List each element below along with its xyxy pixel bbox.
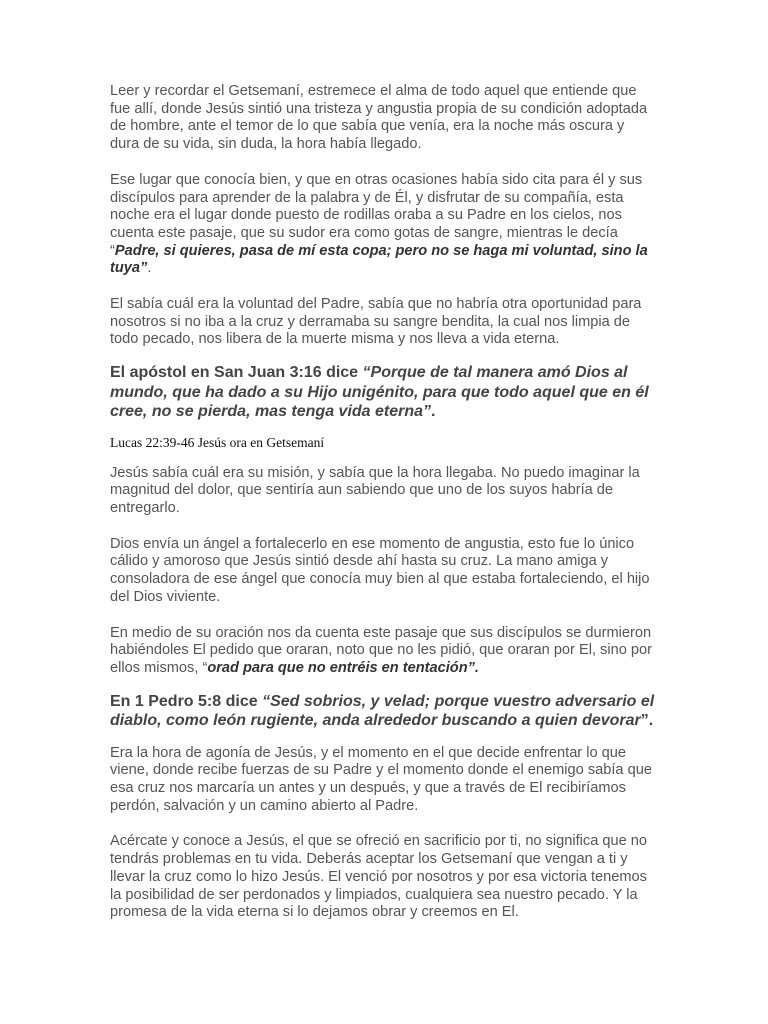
quote-1-pedro-5-8: “Sed sobrios, y velad; porque vuestro adversario el diablo, como león rugiente, anda alrededor buscando a quien devorar — [110, 692, 655, 730]
paragraph-lugar-text: Ese lugar que conocía bien, y que en otras ocasiones había sido cita para él y sus discípulos para aprender de la palabra y de Él, y disfrutar de su compañía, esta noche era el lugar donde puesto de rodillas oraba a su Padre en los cielos, nos cuenta este pasaje, que su sudor era como gotas de sangre, mientras le decía “ — [110, 171, 643, 259]
paragraph-oracion-text: En medio de su oración nos da cuenta este pasaje que sus discípulos se durmieron habiéndoles El pedido que oraran, noto que no les pidió, que oraran por El, sino por ellos mismos, “ — [110, 624, 652, 676]
quote-orad: orad para que no entréis en tentación”. — [207, 659, 479, 676]
heading-pedro-end: ”. — [640, 712, 654, 730]
quote-padre-si-quieres: Padre, si quieres, pasa de mí esta copa; pero no se haga mi voluntad, sino la tuya” — [110, 242, 648, 277]
paragraph-mision: Jesús sabía cuál era su misión, y sabía que la hora llegaba. No puedo imaginar la magnitud del dolor, que sentiría aun sabiendo que uno de los suyos habría de entregarlo. — [110, 464, 640, 517]
paragraph-getsemani-intro: Leer y recordar el Getsemaní, estremece el alma de todo aquel que entiende que fue allí, donde Jesús sintió una tristeza y angustia propia de su condición adoptada de hombre, ante el temor de lo que sabía que venía, era la noche más oscura y dura de su vida, sin duda, la hora había llegado. — [110, 83, 648, 153]
heading-juan-text: El apóstol en San Juan 3:16 dice — [110, 364, 363, 382]
paragraph-acercate: Acércate y conoce a Jesús, el que se ofreció en sacrificio por ti, no significa que no tendrás problemas en tu vida. Deberás aceptar los Getsemaní que vengan a ti y llevar la cruz como lo hizo Jesús. El venció por nosotros y por esa victoria tenemos la posibilidad de ser perdonados y limpiados, cualquiera sea nuestro pecado. Y la promesa de la vida eterna si lo dejamos obrar y creemos en El. — [110, 833, 648, 921]
paragraph-voluntad: El sabía cuál era la voluntad del Padre, sabía que no habría otra oportunidad para nosotros si no iba a la cruz y derramaba su sangre bendita, la cual nos limpia de todo pecado, nos libera de la muerte misma y nos lleva a vida eterna. — [110, 296, 642, 348]
heading-juan-end: . — [431, 403, 436, 421]
lucas-reference: Lucas 22:39-46 Jesús ora en Getsemaní — [110, 434, 325, 450]
document-page — [110, 83, 655, 922]
paragraph-lugar-end: . — [147, 260, 152, 277]
paragraph-agonia: Era la hora de agonía de Jesús, y el momento en el que decide enfrentar lo que viene, donde recibe fuerzas de su Padre y el momento donde el enemigo sabía que esa cruz nos marcaría un antes y un después, y que a través de El recibiríamos perdón, salvación y un camino abierto al Padre. — [110, 744, 652, 814]
paragraph-lugar — [110, 172, 655, 278]
paragraph-oracion — [110, 625, 655, 678]
quote-juan-3-16: “Porque de tal manera amó Dios al mundo, que ha dado a su Hijo unigénito, para que todo aquel que en él cree, no se pierda, mas tenga vida eterna” — [110, 364, 649, 421]
paragraph-angel: Dios envía un ángel a fortalecerlo en ese momento de angustia, esto fue lo único cálido y amoroso que Jesús sintió desde ahí hasta su cruz. La mano amiga y consoladora de ese ángel que conocía muy bien al que estaba fortaleciendo, el hijo del Dios viviente. — [110, 535, 650, 605]
heading-1-pedro-5-8 — [110, 692, 655, 731]
heading-juan-3-16 — [110, 363, 655, 422]
heading-pedro-text: En 1 Pedro 5:8 dice — [110, 692, 263, 710]
